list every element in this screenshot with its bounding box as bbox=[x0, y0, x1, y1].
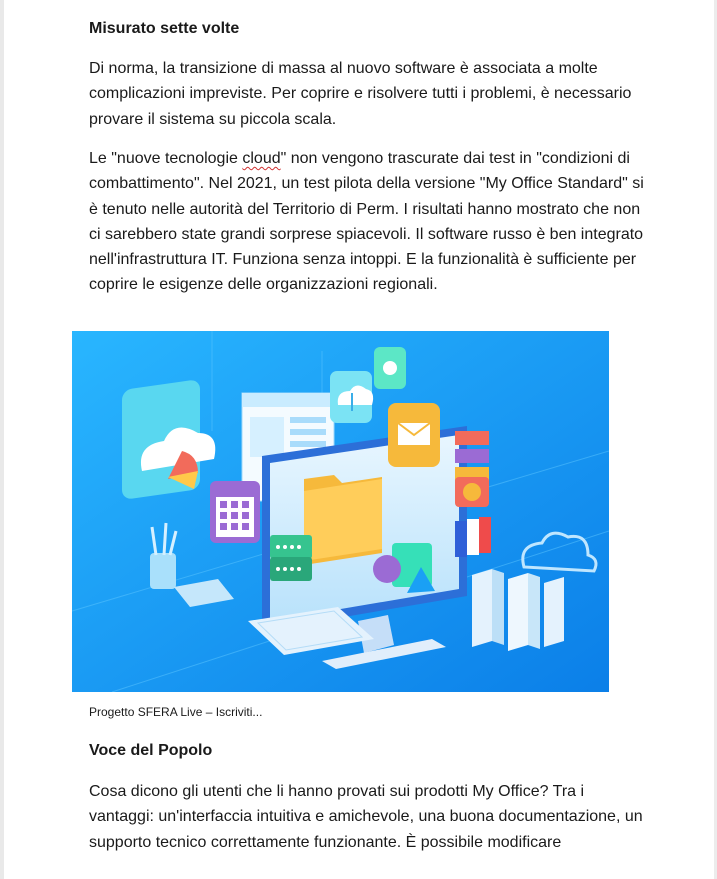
paragraph-text-start: Le "nuove tecnologie bbox=[89, 150, 243, 167]
small-app-icon bbox=[374, 347, 406, 389]
books-icon bbox=[472, 569, 564, 651]
spellcheck-word-cloud: cloud bbox=[242, 150, 281, 167]
section-heading-misurato: Misurato sette volte bbox=[89, 20, 240, 37]
mail-icon bbox=[388, 403, 440, 467]
figure-caption: Progetto SFERA Live – Iscriviti... bbox=[89, 705, 263, 719]
paragraph-transizione: Di norma, la transizione di massa al nuovo software è associata a molte complicazioni impreviste. Per coprire e risolvere tutti i problemi, è necessario provare il sistema su piccola scala. bbox=[89, 60, 632, 128]
french-flag-icon bbox=[455, 517, 491, 557]
cloud-office-illustration bbox=[72, 331, 609, 692]
paragraph-text-end: " non vengono trascurate dai test in "condizioni di combattimento". Nel 2021, un test pilota della versione "My Office Standard" si è tenuto nelle autorità del Territorio di Perm. I risultati hanno mostrato che non ci sarebbero state grandi sorprese spiacevoli. Il software russo è ben integrato nell'infrastruttura IT. Funziona senza intoppi. E la funzionalità è sufficiente per coprire le esigenze delle organizzazioni regionali. bbox=[89, 150, 644, 294]
page-edge-left bbox=[0, 0, 4, 879]
folder-icon bbox=[304, 475, 382, 565]
illustration-svg bbox=[72, 331, 609, 692]
paragraph-nuove-tecnologie bbox=[89, 146, 649, 298]
password-field-icon bbox=[270, 535, 312, 581]
colored-tiles-icon bbox=[455, 431, 489, 481]
calendar-icon bbox=[210, 481, 260, 543]
paragraph-cosa-dicono: Cosa dicono gli utenti che li hanno provati sui prodotti My Office? Tra i vantaggi: un'interfaccia intuitiva e amichevole, una buona documentazione, un supporto tecnico correttamente funzionante. È possibile modificare bbox=[89, 783, 643, 851]
upload-cloud-icon bbox=[330, 371, 373, 423]
section-heading-voce: Voce del Popolo bbox=[89, 742, 213, 759]
emblem-icon bbox=[455, 477, 489, 507]
